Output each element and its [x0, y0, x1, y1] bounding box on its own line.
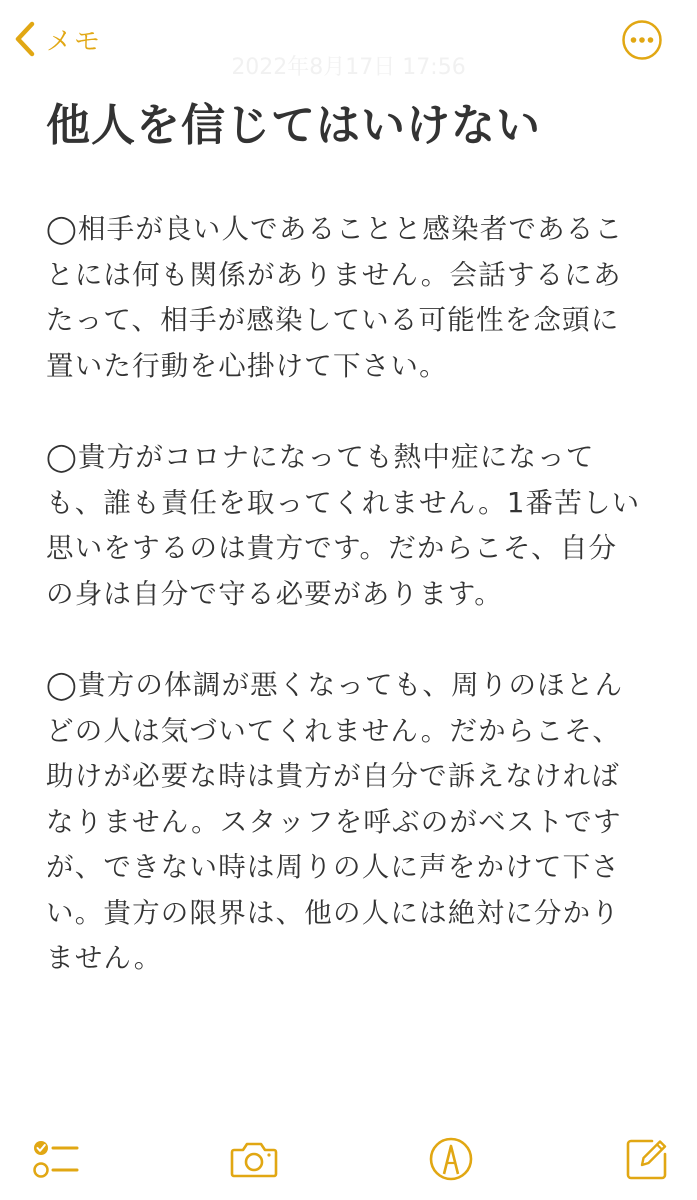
back-label: メモ [46, 26, 103, 57]
compose-button[interactable] [622, 1134, 672, 1184]
note-paragraph: ◯貴方の体調が悪くなっても、周りのほとんどの人は気づいてくれません。だからこそ、助けが必要な時は貴方が自分で訴えなければなりません。スタッフを呼ぶのがベストですが、できない時は周りの人に声をかけて下さい。貴方の限界は、他の人には絶対に分かりません。 [46, 669, 624, 974]
note-paragraph: ◯貴方がコロナになっても熱中症になっても、誰も責任を取ってくれません。1番苦しい思いをするのは貴方です。だからこそ、自分の身は自分で守る必要があります。 [46, 441, 641, 610]
note-body[interactable] [46, 207, 643, 1028]
note-timestamp: 2022年8月17日 17:56 [231, 55, 466, 80]
camera-button[interactable] [229, 1134, 279, 1184]
markup-icon [426, 1134, 476, 1184]
checklist-icon [30, 1134, 80, 1184]
compose-icon [622, 1134, 672, 1184]
bottom-toolbar [0, 1128, 697, 1188]
checklist-button[interactable] [30, 1134, 80, 1184]
markup-button[interactable] [426, 1134, 476, 1184]
camera-icon [229, 1134, 279, 1184]
note-paragraph: ◯相手が良い人であることと感染者であることには何も関係がありません。会話するにあたって、相手が感染している可能性を念頭に置いた行動を心掛けて下さい。 [46, 213, 624, 382]
note-title[interactable]: 他人を信じてはいけない [46, 100, 541, 151]
